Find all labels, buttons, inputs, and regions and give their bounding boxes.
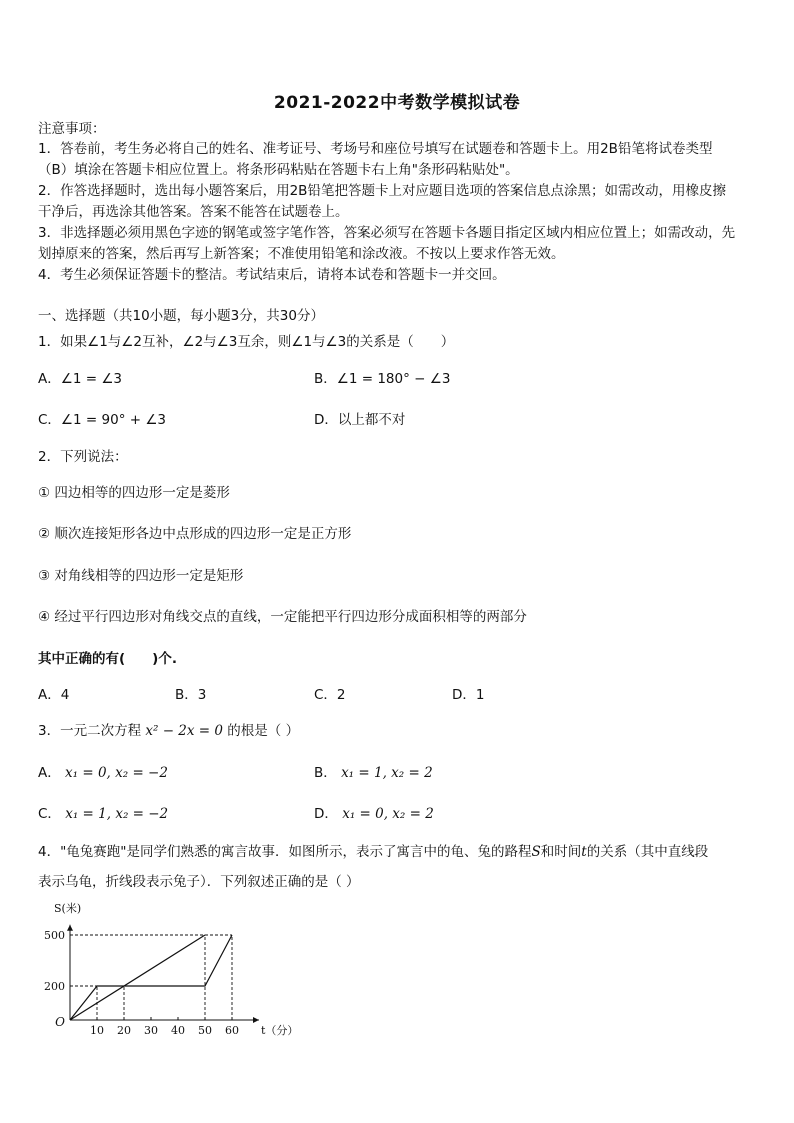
question-3-option-d — [314, 805, 434, 823]
question-1-stem: 1．如果∠1与∠2互补，∠2与∠3互余，则∠1与∠3的关系是（ ） — [38, 334, 455, 350]
question-2-statement-4: ④ 经过平行四边形对角线交点的直线，一定能把平行四边形分成面积相等的两部分 — [38, 609, 527, 625]
x-axis-label: t（分） — [261, 1024, 299, 1037]
question-2-statement-3: ③ 对角线相等的四边形一定是矩形 — [38, 568, 244, 584]
option-a-label: A． — [38, 765, 61, 781]
option-a-value: x₁ = 0, x₂ = −2 — [65, 765, 168, 781]
y-tick-label-200: 200 — [44, 980, 65, 993]
question-4-stem-line-2: 表示乌龟，折线段表示兔子）．下列叙述正确的是（ ） — [38, 874, 360, 890]
notice-line-1: 1．答卷前，考生务必将自己的姓名、准考证号、考场号和座位号填写在试题卷和答题卡上。用2B铅笔将试卷类型 — [38, 141, 713, 157]
question-1-option-b: B．∠1 = 180° − ∠3 — [314, 371, 451, 387]
notice-line-6: 划掉原来的答案，然后再写上新答案；不准使用铅笔和涂改液。不按以上要求作答无效。 — [38, 246, 565, 262]
question-2-option-a: A．4 — [38, 687, 70, 703]
x-tick-label-10: 10 — [90, 1024, 104, 1037]
q4-var-s: S — [531, 844, 541, 860]
q4-text-b: 和时间 — [540, 844, 582, 860]
option-c-label: C． — [38, 806, 61, 822]
notice-line-4: 干净后，再选涂其他答案。答案不能答在试题卷上。 — [38, 204, 349, 220]
question-4-stem-line-1 — [38, 843, 708, 861]
x-tick-label-40: 40 — [171, 1024, 185, 1037]
series-line-0 — [70, 935, 205, 1020]
distance-time-chart — [30, 900, 299, 1040]
option-c-value: x₁ = 1, x₂ = −2 — [65, 806, 169, 822]
option-b-label: B． — [314, 765, 337, 781]
section-heading: 一、选择题（共10小题，每小题3分，共30分） — [38, 308, 324, 324]
question-2-option-c: C．2 — [314, 687, 346, 703]
question-2-ask: 其中正确的有( )个. — [38, 651, 177, 667]
x-tick-label-60: 60 — [225, 1024, 239, 1037]
y-axis-arrow — [67, 925, 73, 931]
q4-text-a: 4．"龟兔赛跑"是同学们熟悉的寓言故事．如图所示，表示了寓言中的龟、兔的路程 — [38, 844, 532, 860]
option-b-value: x₁ = 1, x₂ = 2 — [341, 765, 433, 781]
question-3-equation: x² − 2x = 0 — [145, 723, 223, 739]
q4-text-c: 的关系（其中直线段 — [586, 844, 709, 860]
question-2-stem: 2．下列说法： — [38, 449, 128, 465]
x-tick-label-50: 50 — [198, 1024, 212, 1037]
x-tick-label-30: 30 — [144, 1024, 158, 1037]
y-axis-label: S(米) — [54, 902, 82, 915]
option-d-value: x₁ = 0, x₂ = 2 — [342, 806, 434, 822]
notice-line-3: 2．作答选择题时，选出每小题答案后，用2B铅笔把答题卡上对应题目选项的答案信息点涂黑；如需改动，用橡皮擦 — [38, 183, 726, 199]
question-1-option-d: D．以上都不对 — [314, 412, 406, 428]
question-1-option-c: C．∠1 = 90° + ∠3 — [38, 412, 167, 428]
notice-heading: 注意事项： — [38, 121, 106, 137]
origin-label: O — [55, 1015, 65, 1029]
series-line-1 — [70, 935, 232, 1020]
question-3-stem-suffix: 的根是（ ） — [227, 723, 300, 739]
q4-var-t: t — [581, 844, 587, 860]
question-3-option-c — [38, 805, 168, 823]
question-1-option-a: A．∠1 = ∠3 — [38, 371, 123, 387]
question-2-option-d: D．1 — [452, 687, 485, 703]
notice-line-7: 4．考生必须保证答题卡的整洁。考试结束后，请将本试卷和答题卡一并交回。 — [38, 267, 506, 283]
question-2-option-b: B．3 — [175, 687, 207, 703]
notice-line-2: （B）填涂在答题卡相应位置上。将条形码粘贴在答题卡右上角"条形码粘贴处"。 — [38, 162, 519, 178]
notice-line-5: 3．非选择题必须用黑色字迹的钢笔或签字笔作答，答案必须写在答题卡各题目指定区域内相应位置上；如需改动，先 — [38, 225, 736, 241]
x-tick-label-20: 20 — [117, 1024, 131, 1037]
question-3-option-a — [38, 764, 168, 782]
question-3-option-b — [314, 764, 433, 782]
question-3-stem — [38, 722, 299, 740]
x-axis-arrow — [253, 1017, 259, 1023]
option-d-label: D． — [314, 806, 338, 822]
question-2-statement-2: ② 顺次连接矩形各边中点形成的四边形一定是正方形 — [38, 526, 352, 542]
question-2-statement-1: ① 四边相等的四边形一定是菱形 — [38, 485, 230, 501]
y-tick-label-500: 500 — [44, 929, 65, 942]
page-title: 2021-2022中考数学模拟试卷 — [273, 93, 521, 113]
question-3-stem-prefix: 3．一元二次方程 — [38, 723, 142, 739]
